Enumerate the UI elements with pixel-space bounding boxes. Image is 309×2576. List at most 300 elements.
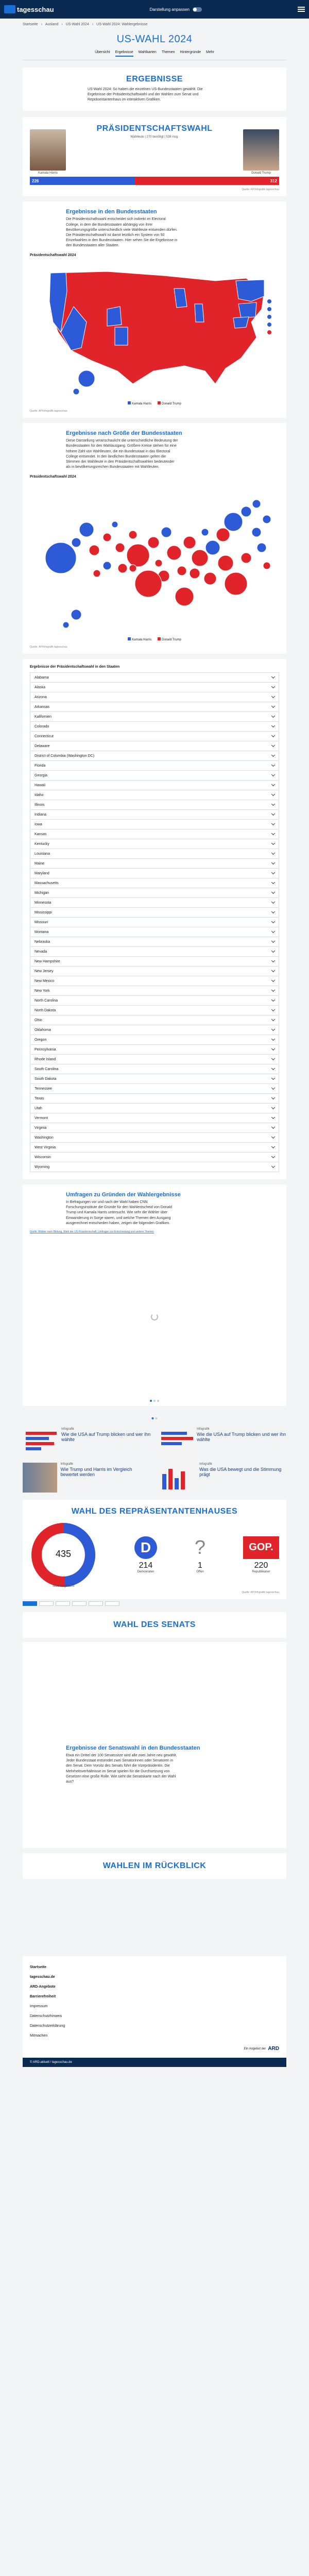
house-dem-count: D 214 Demokraten [134,1536,157,1573]
state-bubble[interactable] [201,529,209,536]
gop-logo: GOP. [243,1536,279,1559]
chevron-down-icon [271,1008,275,1011]
state-name: Arizona [35,695,47,699]
state-accordion-row[interactable] [30,976,279,986]
state-accordion-row[interactable] [30,721,279,732]
state-map-title: Ergebnisse in den Bundesstaaten [66,209,157,215]
state-accordion-row[interactable] [30,702,279,712]
chevron-down-icon [271,978,275,982]
chevron-down-icon [271,841,275,845]
chevron-down-icon [271,900,275,904]
state-map-section [23,201,286,418]
footer [23,1956,286,2058]
state-accordion-row[interactable] [30,1054,279,1064]
presidential-source: Quelle: AP/Infografik tagesschau [242,188,279,192]
chevron-down-icon [271,1155,275,1158]
filter-tab[interactable] [89,1601,103,1606]
section-tabs [23,50,286,60]
state-accordion-row[interactable] [30,790,279,800]
state-name: Georgia [35,773,47,777]
state-name: Hawaii [35,783,46,787]
state-name: Idaho [35,793,44,797]
teaser-image [158,1463,196,1493]
state-bubble[interactable] [205,540,220,555]
state-bubble[interactable] [190,568,200,579]
chevron-down-icon [271,822,275,825]
chevron-down-icon [271,959,275,962]
state-accordion-row[interactable] [30,966,279,976]
state-accordion-row[interactable] [30,760,279,771]
teaser-card[interactable] [23,1463,151,1493]
senate-map-text: Etwa ein Drittel der 100 Senatssitze wird alle zwei Jahre neu gewählt. Jeder Bundesstaat entsendet zwei Senatorinnen oder Senatoren in den Senat. Dem Vorsitz des Senats führt die Vizepräsidentin. Die Mehrheitsverhältnisse im Senat spielen für die Durchsetzung von Gesetzen eine große Rolle. Wie sieht die Senatskarte nach der Wahl aus? [66,1754,177,1784]
state-name: Tennessee [35,1087,52,1091]
state-name: Arkansas [35,705,50,709]
trump-portrait [243,129,279,171]
retro-section [23,1853,286,1879]
state-name: Montana [35,930,49,934]
state-name: Virginia [35,1126,47,1130]
state-accordion-row[interactable] [30,780,279,790]
state-accordion-row[interactable] [30,986,279,996]
house-total-label: Sitze insgesamt [52,1585,75,1588]
state-name: Iowa [35,822,42,826]
chevron-down-icon [271,734,275,737]
state-accordion-row[interactable] [30,1162,279,1172]
state-bubble[interactable] [183,536,196,549]
state-bubble[interactable] [192,550,208,566]
us-state-map[interactable] [30,260,279,399]
state-accordion-row[interactable] [30,692,279,702]
state-accordion-row[interactable] [30,1035,279,1045]
chevron-down-icon [271,861,275,865]
footer-link[interactable]: Barrierefreiheit [30,1995,56,1999]
house-title: WAHL DES REPRÄSENTANTENHAUSES [71,1507,238,1516]
state-bubble[interactable] [216,528,230,541]
tab-background[interactable]: Hintergründe [180,50,201,54]
senate-header [23,1612,286,1638]
chevron-down-icon [271,1125,275,1129]
tab-results[interactable]: Ergebnisse [115,50,133,57]
state-results-section [23,659,286,1179]
state-name: Utah [35,1106,42,1110]
chevron-down-icon [271,685,275,688]
state-bubble[interactable] [257,543,266,552]
bubble-map[interactable] [30,481,279,635]
legend-rep: Donald Trump [158,401,181,405]
chevron-down-icon [271,1027,275,1031]
chevron-down-icon [271,753,275,757]
state-map-text: Die Präsidentschaftswahl entscheidet sich indirekt im Electoral College, in dem die Bundesstaaten abhängig von ihrer Bevölkerungsgröße unterschiedlich viele Wahlleute entsenden dürfen. Die Präsidentschaftswahl ist damit letztlich ein System von 50 Einzelwahlen in den Bundesstaaten. Hier sehen Sie die Ergebnisse in den Bundesstaaten aller Staaten. [66,217,178,248]
state-bubble[interactable] [148,537,159,548]
chevron-down-icon [271,998,275,1002]
polls-link[interactable]: Grafik: Wähler nach Bildung, Wahl der US-Präsidentschaft, Umfragen zur Entscheidung und weitere Themen [30,1230,154,1233]
teaser-kicker: Infografik [197,1428,210,1431]
footer-link[interactable]: Mitmachen [30,2034,48,2038]
trump-votes: 312 [270,178,277,183]
state-accordion-row[interactable] [30,839,279,849]
state-accordion-row[interactable] [30,800,279,810]
state-accordion-row[interactable] [30,995,279,1006]
teaser-headline: Wie Trump und Harris im Vergleich bewertet werden [60,1467,132,1478]
tab-maps[interactable]: Wahlkarten [138,50,157,54]
state-accordion-row[interactable] [30,946,279,957]
state-name: Rhode Island [35,1057,56,1061]
state-bubble[interactable] [118,564,127,573]
state-name: Alabama [35,675,49,680]
state-name: Illinois [35,803,45,807]
state-accordion-row[interactable] [30,907,279,918]
state-name: South Dakota [35,1077,57,1081]
chevron-down-icon [271,1066,275,1070]
brand-logo[interactable] [4,5,54,13]
state-name: Connecticut [35,734,54,738]
polls-section [23,1184,286,1406]
filter-tab[interactable] [105,1601,119,1606]
state-name: Kentucky [35,842,49,846]
state-name: Mississippi [35,910,52,914]
harris-portrait [30,129,66,171]
bubble-map-text: Diese Darstellung veranschaulicht die unterschiedliche Bedeutung der Bundesstaaten für den Wahlausgang. Größere Kreise stehen für eine höhere Zahl von Wahlleuten, die ein Bundesstaat in das Electoral College entsendet. In den ländlichen Bundesstaaten gelten die Stimmen der Wahlleute in den Präsidentschaftswahlen bedeutender als in bevölkerungsreichen Bundesstaaten mit Wahlleuten. [66,439,178,469]
bubble-map-title: Ergebnisse nach Größe der Bundesstaaten [66,430,182,437]
state-bubble[interactable] [71,609,81,620]
state-bubble[interactable] [103,562,111,570]
state-name: Maine [35,861,45,866]
house-section [23,1500,286,1599]
chevron-down-icon [271,1164,275,1168]
tab-topics[interactable]: Themen [161,50,175,54]
chevron-down-icon [271,1047,275,1050]
bubble-map-legend [30,637,279,641]
darkmode-label: Darstellung anpassen [149,7,190,12]
state-accordion-row[interactable] [30,897,279,908]
state-name: Minnesota [35,901,52,905]
teaser-kicker: Infografik [61,1428,74,1431]
chevron-down-icon [271,714,275,718]
state-accordion-row[interactable] [30,868,279,878]
state-accordion-row[interactable] [30,1132,279,1143]
state-accordion-row[interactable] [30,1123,279,1133]
state-bubble[interactable] [135,570,162,597]
senate-map-title: Ergebnisse der Senatswahl in den Bundesstaaten [66,1745,200,1752]
teaser-card[interactable] [158,1463,286,1493]
state-accordion-row[interactable] [30,1142,279,1153]
state-bubble[interactable] [175,587,194,606]
chevron-down-icon [271,969,275,972]
trump-name: Donald Trump [251,172,271,175]
ard-logo[interactable]: ARD [268,2046,279,2052]
teaser-kicker: Infografik [60,1463,74,1466]
state-bubble[interactable] [115,543,125,552]
loading-spinner-icon [151,1313,158,1320]
state-name: Massachusetts [35,881,59,885]
state-bubble[interactable] [89,545,99,555]
state-name: New Hampshire [35,959,60,963]
state-accordion-row[interactable] [30,672,279,683]
state-map-legend [30,401,279,405]
state-name: Indiana [35,812,46,817]
state-bubble[interactable] [79,522,94,537]
state-accordion-row[interactable] [30,849,279,859]
state-name: New Mexico [35,979,55,983]
tagesschau-logo-icon [4,5,15,13]
display-toggle-area [54,7,298,12]
hamburger-menu-icon[interactable] [298,7,305,12]
chevron-down-icon [271,792,275,796]
state-bubble[interactable] [177,566,186,575]
state-bubble[interactable] [263,515,271,523]
state-name: Ohio [35,1018,42,1022]
chevron-down-icon [271,1115,275,1119]
state-bubble[interactable] [155,560,162,567]
teaser-image [23,1428,58,1458]
tab-overview[interactable]: Übersicht [95,50,110,54]
teaser-grid [23,1428,286,1493]
breadcrumb-item[interactable]: US-Wahl 2024 [65,23,89,26]
filter-tab[interactable] [56,1601,70,1606]
state-name: Nebraska [35,940,50,944]
state-accordion-row[interactable] [30,888,279,898]
state-map-label: Präsidentschaftswahl 2024 [30,253,76,258]
senate-map-section [23,1642,286,1848]
state-accordion-row[interactable] [30,937,279,947]
house-total: 435 [55,1549,72,1560]
chevron-down-icon [271,763,275,767]
teaser-headline: Wie die USA auf Trump blicken und wer ihn wählte [61,1432,151,1443]
state-name: Maryland [35,871,49,875]
chevron-down-icon [271,1086,275,1090]
electoral-subtitle: Wahlleute | 270 benötigt | 538 insg. [130,135,179,139]
chevron-down-icon [271,880,275,884]
state-bubble[interactable] [45,543,76,573]
state-bubble[interactable] [127,544,149,567]
state-name: Oklahoma [35,1028,51,1032]
legend-dem: Kamala Harris [128,401,151,405]
chevron-down-icon [271,773,275,776]
chevron-down-icon [271,939,275,943]
house-rep-count: GOP. 220 Republikaner [243,1536,279,1573]
state-bubble[interactable] [224,513,243,531]
state-map-source: Quelle: AP/Infografik tagesschau [30,410,67,413]
chevron-down-icon [271,910,275,913]
state-bubble[interactable] [252,500,261,508]
chevron-down-icon [271,694,275,698]
darkmode-toggle[interactable] [193,7,202,12]
polls-text: In Befragungen vor und nach der Wahl haben CNN Forschungsinstitute die Gründe für den Wahlentscheid von Donald Trump und Kamala Harris untersucht. Wie sehr die Wähler über Einwanderung in Sorge waren, und welche Themen den Ausgang ausgerechnet entschieden haben, zeigen die folgenden Grafiken. [66,1200,172,1225]
state-accordion-row[interactable] [30,711,279,722]
state-accordion-row[interactable] [30,1093,279,1104]
chevron-down-icon [271,851,275,855]
state-name: Florida [35,764,46,768]
footer-link[interactable]: Datenschutzhinweis [30,2014,62,2019]
copyright-bar: © ARD-aktuell / tagesschau.de [23,2058,286,2067]
state-accordion-row[interactable] [30,682,279,692]
state-bubble[interactable] [112,521,118,528]
presidential-title: PRÄSIDENTSCHAFTSWAHL [96,124,213,133]
state-name: Alaska [35,685,46,689]
chevron-down-icon [271,871,275,874]
teaser-carousel-dots[interactable] [152,1417,158,1419]
state-accordion-row[interactable] [30,1074,279,1084]
trump-bar [134,177,279,185]
state-bubble[interactable] [63,622,69,628]
teaser-kicker: Infografik [199,1463,212,1466]
state-name: Delaware [35,744,50,748]
footer-link[interactable]: Startseite [30,1965,46,1970]
chevron-down-icon [271,1037,275,1041]
chevron-down-icon [271,724,275,727]
chevron-down-icon [271,1135,275,1139]
breadcrumb-item[interactable]: Ausland [45,23,59,26]
footer-link[interactable]: Impressum [30,2005,48,2009]
state-bubble[interactable] [103,533,111,541]
state-bubble[interactable] [167,546,181,560]
bubble-map-source: Quelle: AP/Infografik tagesschau [30,646,67,649]
state-name: Oregon [35,1038,47,1042]
state-name: Texas [35,1096,44,1100]
chevron-down-icon [271,832,275,835]
state-name: Michigan [35,891,49,895]
electoral-bar [30,177,279,185]
legend-rep: Donald Trump [158,637,181,641]
bubble-map-section [23,423,286,654]
retro-title: WAHLEN IM RÜCKBLICK [102,1861,207,1871]
state-accordion-row[interactable] [30,1044,279,1055]
footer-link[interactable]: tagesschau.de [30,1975,55,1979]
state-bubble[interactable] [93,570,100,577]
harris-votes: 226 [32,178,39,183]
state-accordion-row[interactable] [30,927,279,937]
chevron-down-icon [271,675,275,679]
state-bubble[interactable] [241,553,251,563]
senate-title: WAHL DES SENATS [113,1620,196,1630]
state-bubble[interactable] [72,538,81,547]
state-accordion-row[interactable] [30,770,279,781]
chevron-down-icon [271,1096,275,1099]
chevron-down-icon [271,783,275,786]
filter-tab[interactable] [39,1601,54,1606]
teaser-card[interactable] [158,1428,286,1458]
state-accordion-row[interactable] [30,731,279,741]
state-bubble[interactable] [129,531,137,539]
chevron-down-icon [271,1057,275,1060]
chevron-down-icon [271,920,275,923]
house-filter-tabs [23,1601,286,1606]
state-accordion-row[interactable] [30,858,279,869]
state-accordion-row[interactable] [30,1064,279,1074]
teaser-image [158,1428,194,1458]
state-accordion-row[interactable] [30,917,279,927]
state-bubble[interactable] [218,555,233,571]
filter-tab[interactable] [72,1601,87,1606]
state-name: West Virginia [35,1145,56,1149]
chevron-down-icon [271,1145,275,1148]
state-accordion-row[interactable] [30,829,279,839]
state-bubble[interactable] [161,527,171,537]
state-accordion-row[interactable] [30,1015,279,1025]
results-intro [23,67,286,111]
state-accordion-row[interactable] [30,1113,279,1123]
state-name: North Carolina [35,998,58,1003]
breadcrumb-item[interactable]: Startseite [23,23,38,26]
state-name: Missouri [35,920,48,924]
brand-name: tagesschau [17,5,54,13]
state-name: Pennsylvania [35,1047,56,1052]
footer-link[interactable]: Datenschutzerklärung [30,2024,65,2028]
page-title: US-WAHL 2024 [116,33,193,45]
chevron-down-icon [271,929,275,933]
state-accordion-row[interactable] [30,809,279,820]
state-accordion-row[interactable] [30,751,279,761]
teaser-headline: Was die USA bewegt und die Stimmung prägt [199,1467,282,1478]
state-bubble[interactable] [263,562,270,569]
state-bubble[interactable] [252,528,261,537]
footer-links [30,1962,279,2041]
state-name: Kansas [35,832,47,836]
state-results-label: Ergebnisse der Präsidentschaftswahl in den Staaten [30,665,120,669]
question-mark-icon: ? [194,1536,206,1558]
tab-more[interactable]: Mehr [205,50,214,54]
harris-name: Kamala Harris [38,172,58,175]
state-accordion-row[interactable] [30,1025,279,1035]
state-accordion-row[interactable] [30,741,279,751]
top-navigation [0,0,309,19]
chevron-down-icon [271,743,275,747]
footer-brand: Ein Angebot der ARD [244,2046,279,2052]
state-bubble[interactable] [241,506,251,517]
filter-tab-active[interactable] [23,1601,37,1606]
state-bubble[interactable] [204,572,216,585]
state-name: Vermont [35,1116,48,1120]
state-accordion-row[interactable] [30,878,279,888]
state-accordion-row[interactable] [30,1083,279,1094]
presidential-result [23,117,286,196]
results-intro-text: US-Wahl 2024: So haben die einzelnen US-Bundesstaaten gewählt. Die Ergebnisse der Präsidentschaftswahl und der Wahlen zum Senat und Repräsentantenhaus im interaktiven Grafiken. [88,88,203,102]
state-name: Louisiana [35,852,50,856]
chevron-down-icon [271,802,275,806]
state-accordion-row[interactable] [30,1103,279,1113]
state-name: South Carolina [35,1067,59,1071]
chevron-down-icon [271,1076,275,1080]
state-name: Colorado [35,724,49,728]
chevron-down-icon [271,812,275,816]
polls-title: Umfragen zu Gründen der Wahlergebnisse [66,1192,181,1198]
results-title: ERGEBNISSE [126,75,183,83]
state-name: Washington [35,1136,54,1140]
state-accordion-row[interactable] [30,1005,279,1015]
state-accordion-row[interactable] [30,956,279,967]
carousel-dots[interactable] [150,1400,159,1402]
chevron-down-icon [271,949,275,953]
state-name: Kalifornien [35,715,52,719]
breadcrumb: Startseite › Ausland › US-Wahl 2024 › US-Wahl 2024: Wahlergebnisse [23,23,148,26]
footer-link[interactable]: ARD-Angebote [30,1985,56,1989]
state-accordion-list [30,672,279,1172]
state-bubble[interactable] [225,572,247,595]
teaser-image [23,1463,57,1493]
state-accordion-row[interactable] [30,1152,279,1162]
state-name: New York [35,989,50,993]
state-name: Nevada [35,950,47,954]
state-bubble[interactable] [129,565,136,572]
state-name: Wisconsin [35,1155,51,1159]
state-name: New Jersey [35,969,54,973]
state-accordion-row[interactable] [30,819,279,829]
democrat-logo-icon: D [134,1536,157,1559]
teaser-headline: Wie die USA auf Trump blicken und wer ihn wählte [197,1432,286,1443]
teaser-card[interactable] [23,1428,151,1458]
breadcrumb-item: US-Wahl 2024: Wahlergebnisse [96,23,148,26]
legend-dem: Kamala Harris [128,637,151,641]
